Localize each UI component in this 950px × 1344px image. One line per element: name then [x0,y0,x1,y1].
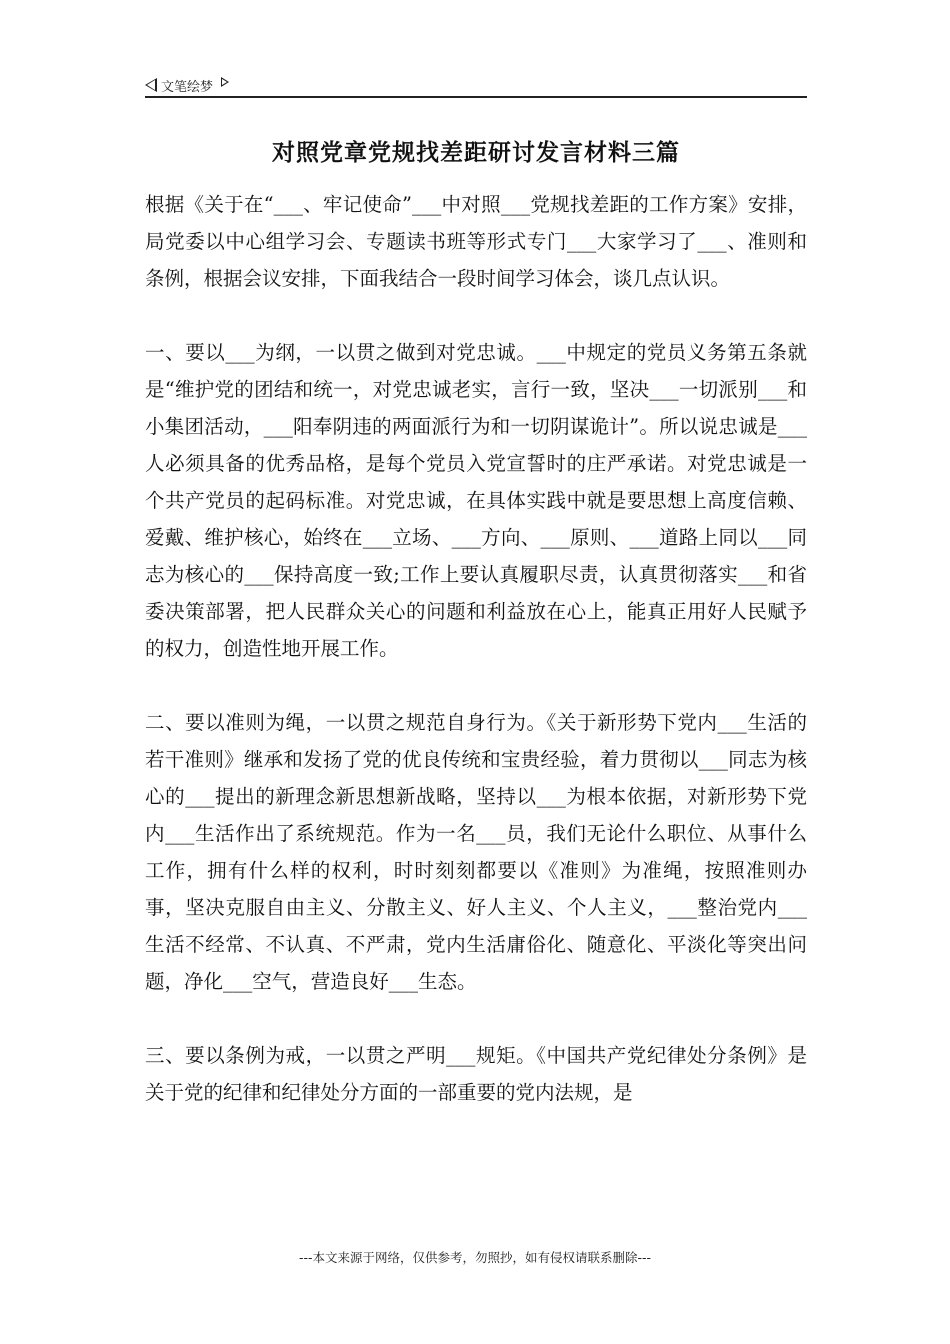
page-footer-note: ---本文来源于网络，仅供参考，勿照抄，如有侵权请联系删除--- [298,1250,652,1265]
paragraph-intro: 根据《关于在“___、牢记使命”___中对照___党规找差距的工作方案》安排，局党委以中心组学习会、专题读书班等形式专门___大家学习了___、准则和条例，根据会议安排，下面我结合一段时间学习体会，谈几点认识。 [145,193,807,290]
document-body [145,186,807,1148]
header-brand [145,76,229,94]
document-title: 对照党章党规找差距研讨发言材料三篇 [272,140,680,166]
triangle-right-icon [221,77,229,87]
brand-label: 文笔绘梦 [161,79,214,95]
paragraph-section-1: 一、要以___为纲，一以贯之做到对党忠诚。___中规定的党员义务第五条就是“维护党的团结和统一，对党忠诚老实，言行一致，坚决___一切派别___和小集团活动，___阳奉阴违的两面派行为和一切阴谋诡计”。所以说忠诚是___人必须具备的优秀品格，是每个党员入党宣誓时的庄严承诺。对党忠诚是一个共产党员的起码标准。对党忠诚，在具体实践中就是要思想上高度信赖、爱戴、维护核心，始终在___立场、___方向、___原则、___道路上同以___同志为核心的___保持高度一致;工作上要认真履职尽责，认真贯彻落实___和省委决策部署，把人民群众关心的问题和利益放在心上，能真正用好人民赋予的权力，创造性地开展工作。 [145,341,807,660]
paragraph-section-2: 二、要以准则为绳，一以贯之规范自身行为。《关于新形势下党内___生活的若干准则》继承和发扬了党的优良传统和宝贵经验，着力贯彻以___同志为核心的___提出的新理念新思想新战略，坚持以___为根本依据，对新形势下党内___生活作出了系统规范。作为一名___员，我们无论什么职位、从事什么工作，拥有什么样的权利，时时刻刻都要以《准则》为准绳，按照准则办事，坚决克服自由主义、分散主义、好人主义、个人主义，___整治党内___生活不经常、不认真、不严肃，党内生活庸俗化、随意化、平淡化等突出问题，净化___空气，营造良好___生态。 [145,711,807,993]
triangle-left-icon [145,78,157,92]
paragraph-section-3: 三、要以条例为戒，一以贯之严明___规矩。《中国共产党纪律处分条例》是关于党的纪律和纪律处分方面的一部重要的党内法规，是 [145,1044,807,1104]
page-header [145,72,807,98]
